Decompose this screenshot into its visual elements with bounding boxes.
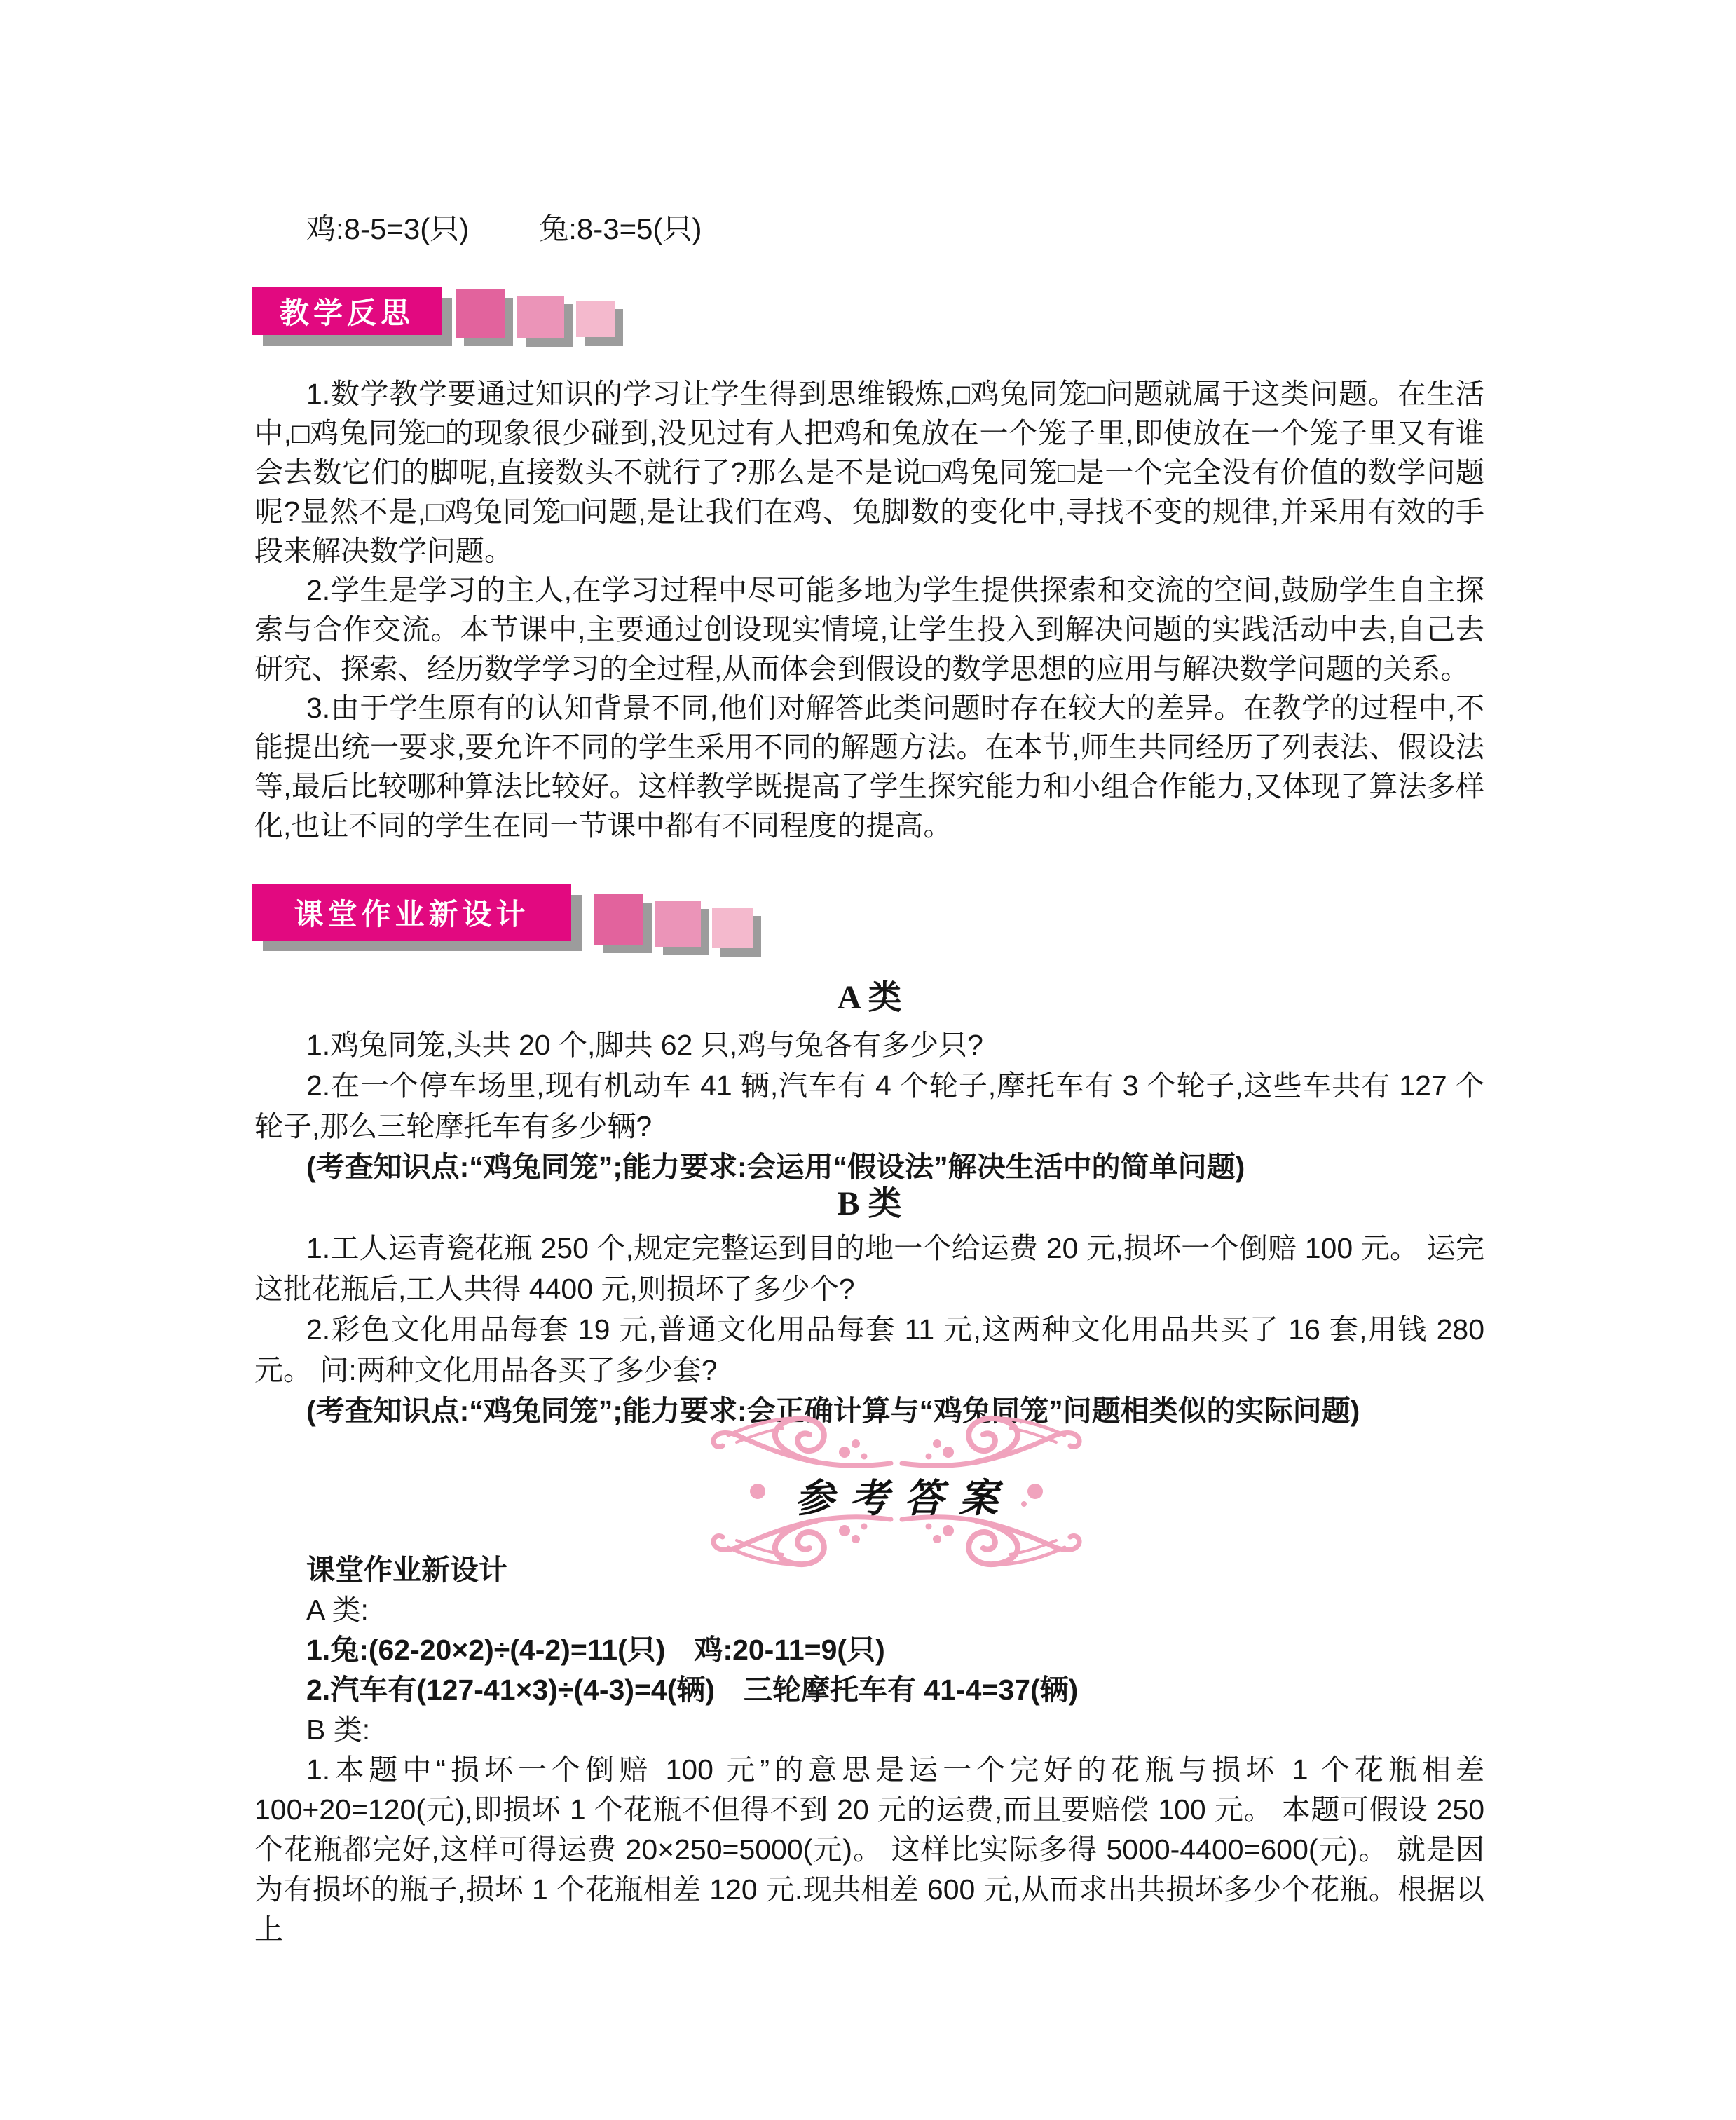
decor-square-5 [655, 901, 701, 947]
decor-square-2 [517, 296, 564, 338]
class-b-problems [254, 1228, 1484, 1431]
decor-square-1 [456, 289, 505, 338]
answers-a2: 2.汽车有(127-41×3)÷(4-3)=4(辆) 三轮摩托车有 41-4=37(辆) [306, 1674, 1079, 1706]
rabbit-formula: 兔:8-3=5(只) [539, 212, 702, 245]
reflection-paragraph-1: 1.数学教学要通过知识的学习让学生得到思维锻炼,□鸡兔同笼□问题就属于这类问题。在生活中,□鸡兔同笼□的现象很少碰到,没见过有人把鸡和兔放在一个笼子里,即使放在一个笼子里又有谁会去数它们的脚呢,直接数头不就行了?那么是不是说□鸡兔同笼□是一个完全没有价值的数学问题呢?显然不是,□鸡兔同笼□问题,是让我们在鸡、兔脚数的变化中,寻找不变的规律,并采用有效的手段来解决数学问题。 [254, 378, 1484, 567]
class-a-problem-1: 1.鸡兔同笼,头共 20 个,脚共 62 只,鸡与兔各有多少只? [306, 1029, 983, 1061]
answers-b-label: B 类: [306, 1714, 371, 1746]
class-b-problem-2: 2.彩色文化用品每套 19 元,普通文化用品每套 11 元,这两种文化用品共买了 16 套,用钱 280 元。 问:两种文化用品各买了多少套? [254, 1313, 1484, 1386]
section-banner-reflection [252, 287, 897, 350]
reference-answers-ornament [700, 1410, 1093, 1573]
solution-formula-row [306, 209, 702, 249]
answers-a1: 1.兔:(62-20×2)÷(4-2)=11(只) 鸡:20-11=9(只) [306, 1634, 885, 1666]
reflection-paragraph-2: 2.学生是学习的主人,在学习过程中尽可能多地为学生提供探索和交流的空间,鼓励学生自主探索与合作交流。本节课中,主要通过创设现实情境,让学生投入到解决问题的实践活动中去,自己去研究、探索、经历数学学习的全过程,从而体会到假设的数学思想的应用与解决数学问题的关系。 [254, 574, 1484, 685]
decor-square-6 [712, 908, 753, 948]
class-a-knowledge-note: (考查知识点:“鸡兔同笼”;能力要求:会运用“假设法”解决生活中的简单问题) [306, 1151, 1245, 1183]
chicken-formula: 鸡:8-5=3(只) [306, 212, 470, 245]
reflection-banner-box [252, 287, 442, 335]
answers-heading: 课堂作业新设计 [306, 1554, 507, 1586]
class-b-knowledge-note: (考查知识点:“鸡兔同笼”;能力要求:会正确计算与“鸡兔同笼”问题相类似的实际问题) [306, 1395, 1360, 1427]
reflection-paragraph-3: 3.由于学生原有的认知背景不同,他们对解答此类问题时存在较大的差异。在教学的过程中,不能提出统一要求,要允许不同的学生采用不同的解题方法。在本节,师生共同经历了列表法、假设法等,最后比较哪种算法比较好。这样教学既提高了学生探究能力和小组合作能力,又体现了算法多样化,也让不同的学生在同一节课中都有不同程度的提高。 [254, 692, 1484, 842]
reflection-banner-label: 教学反思 [279, 296, 414, 329]
decor-square-3 [576, 301, 615, 337]
class-b-heading: B 类 [837, 1185, 902, 1222]
class-b-problem-1: 1.工人运青瓷花瓶 250 个,规定完整运到目的地一个给运费 20 元,损坏一个倒赔 100 元。 运完这批花瓶后,工人共得 4400 元,则损坏了多少个? [254, 1232, 1484, 1305]
class-a-problem-2: 2.在一个停车场里,现有机动车 41 辆,汽车有 4 个轮子,摩托车有 3 个轮子,这些车共有 127 个轮子,那么三轮摩托车有多少辆? [254, 1069, 1484, 1142]
homework-banner-box [252, 884, 571, 941]
class-a-heading: A 类 [837, 979, 902, 1016]
answers-section [254, 1550, 1484, 1950]
answers-a-label: A 类: [306, 1594, 369, 1626]
section-banner-homework [252, 884, 953, 962]
reference-answers-title: 参考答案 [795, 1475, 1013, 1521]
answers-b1: 1.本题中“损坏一个倒赔 100 元”的意思是运一个完好的花瓶与损坏 1 个花瓶相差 100+20=120(元),即损坏 1 个花瓶不但得不到 20 元的运费,而且要赔偿 100 元。 本题可假设 250 个花瓶都完好,这样可得运费 20×250=5000(元)。 这样比实际多得 5000-4400=600(元)。 就是因为有损坏的瓶子,损坏 1 个花瓶相差 120 元.现共相差 600 元,从而求出共损坏多少个花瓶。根据以上 [254, 1753, 1484, 1945]
homework-banner-label: 课堂作业新设计 [294, 898, 530, 931]
class-a-problems [254, 1025, 1484, 1187]
reflection-text-block [254, 374, 1484, 845]
decor-square-4 [594, 894, 643, 945]
